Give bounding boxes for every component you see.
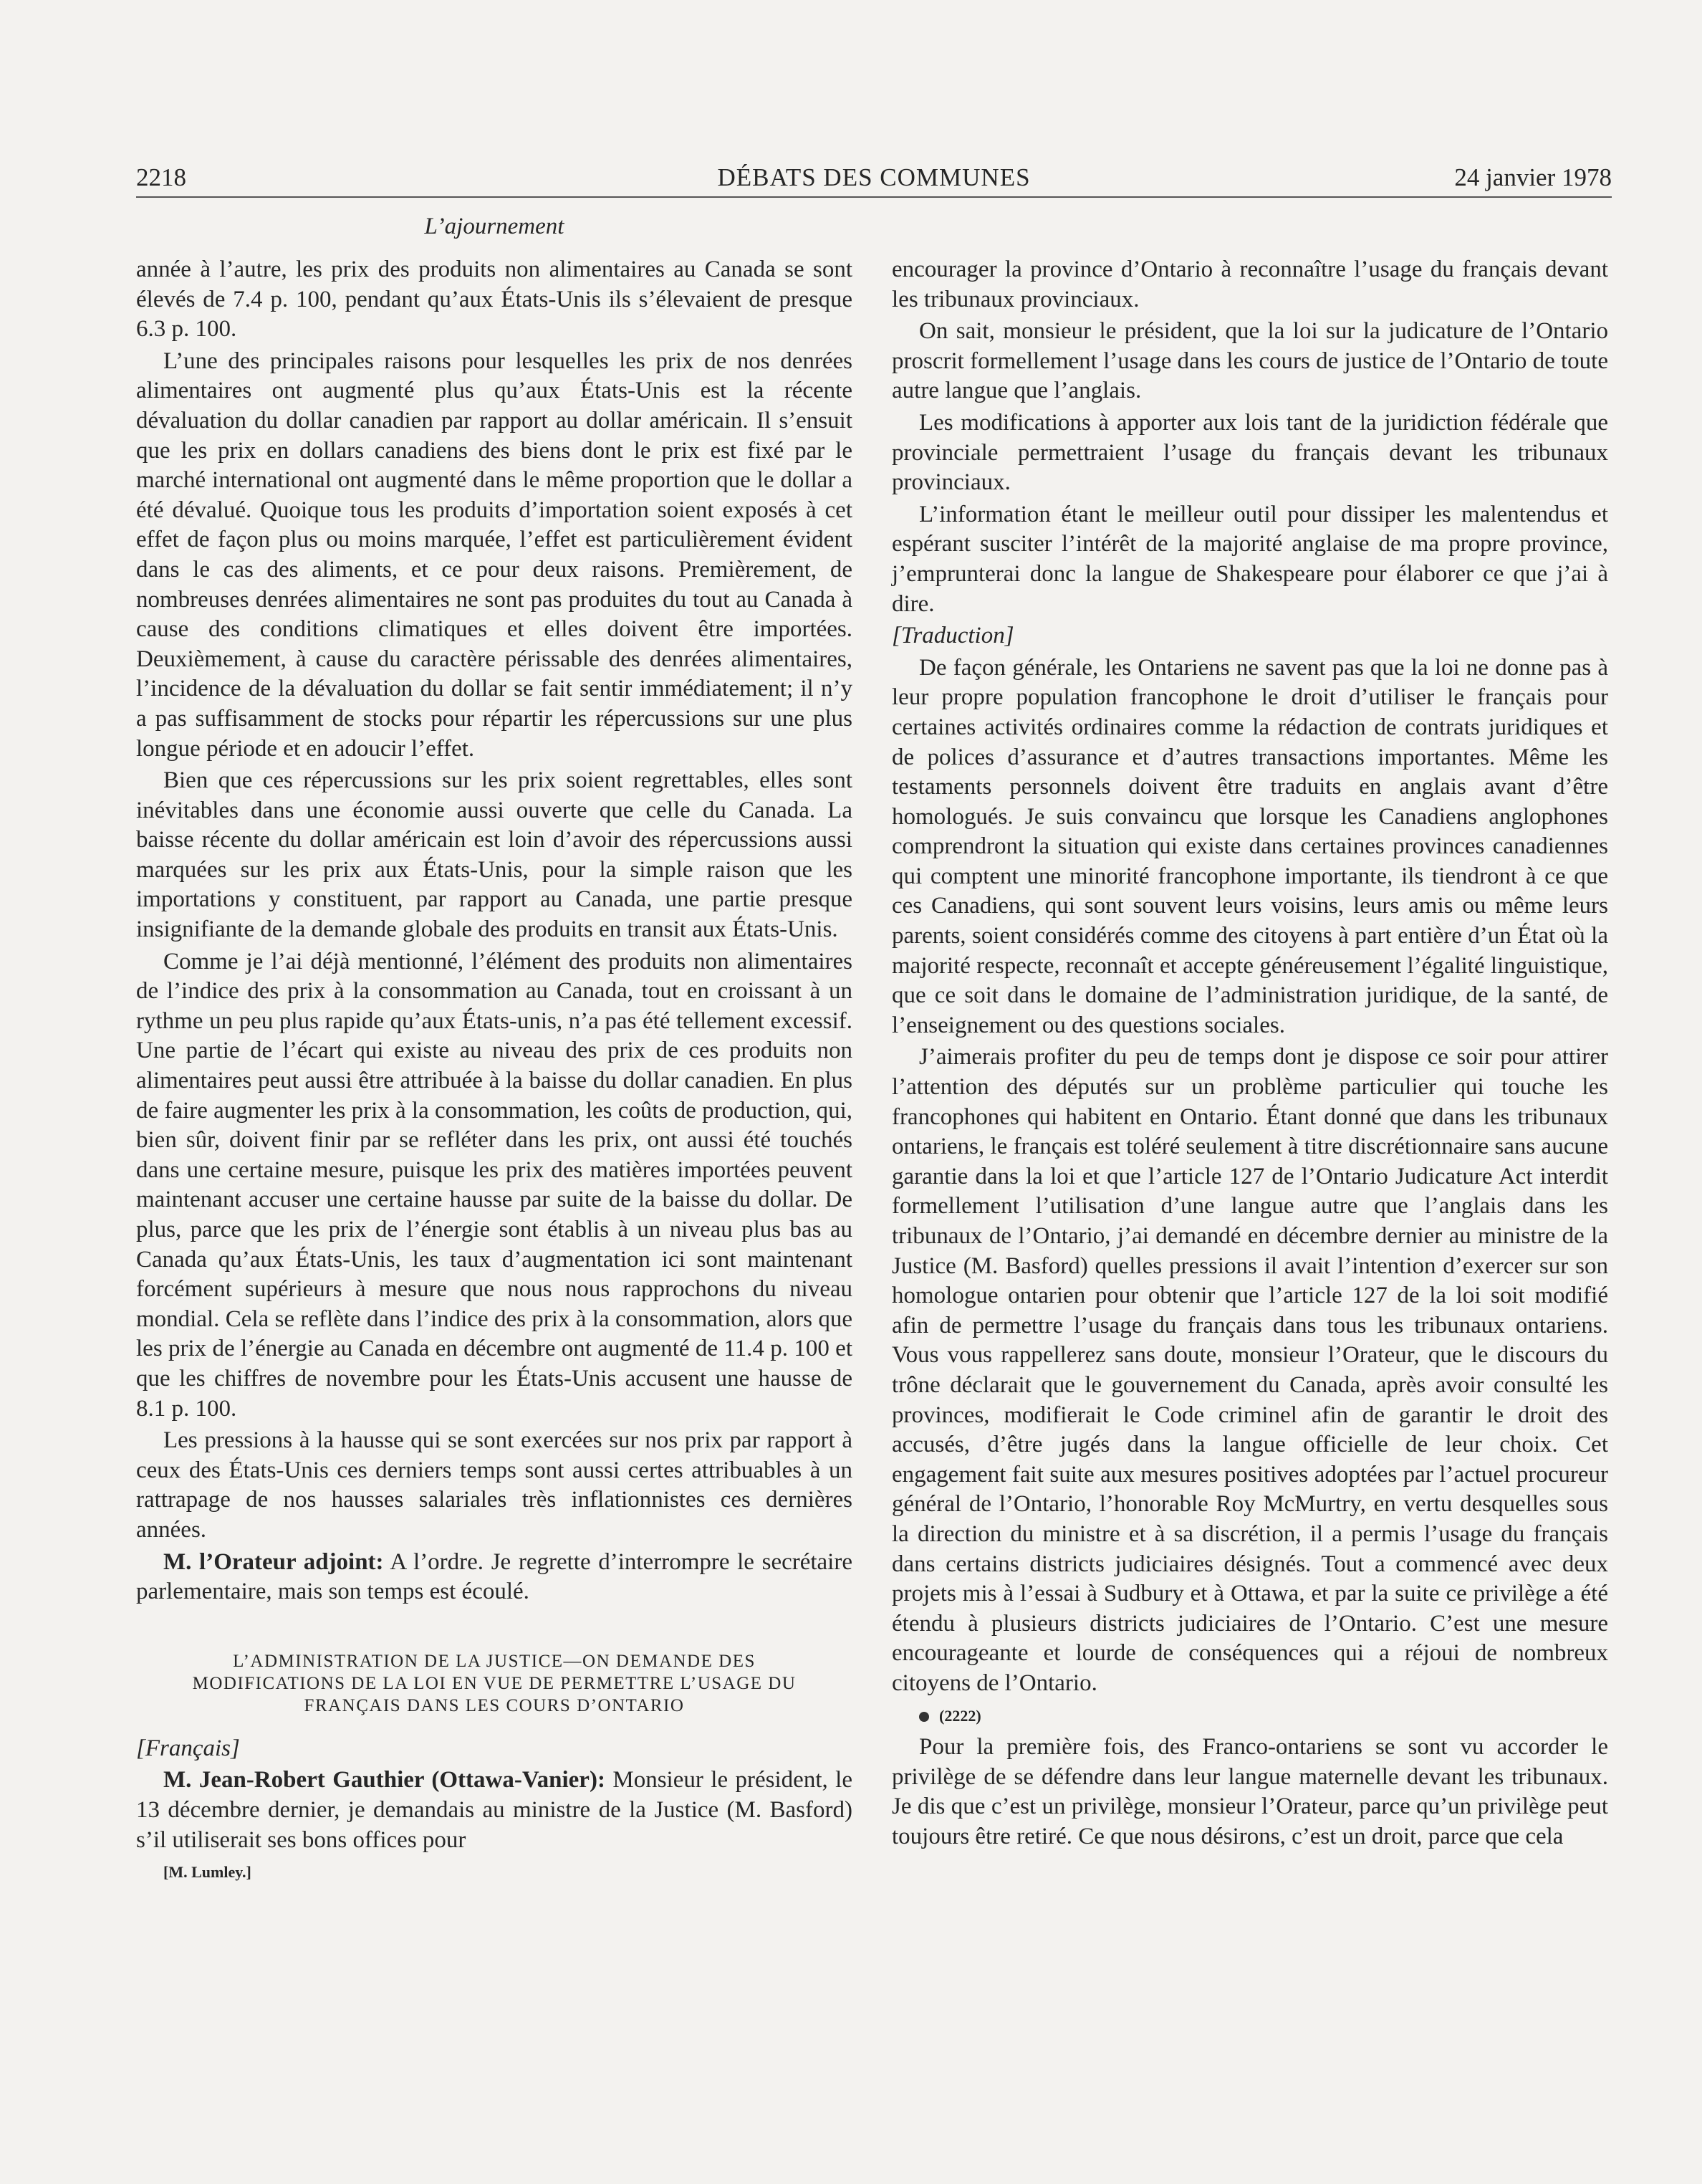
language-note: [Traduction] bbox=[892, 623, 1014, 649]
page-header bbox=[136, 162, 1612, 198]
paragraph: Bien que ces répercussions sur les prix soient regrettables, elles sont inévitables dans une économie aussi ouverte que celle du Canada. La baisse récente du dollar américain est loin d’avoir des répercussions aussi marquées sur les prix aux États-Unis, pour la simple raison que les importations y constituent, par rapport au Canada, une partie presque insignifiante de la demande globale des produits en transit aux États-Unis. bbox=[136, 767, 852, 943]
time-marker bbox=[892, 1701, 1608, 1731]
left-column bbox=[136, 255, 852, 1890]
paragraph: Pour la première fois, des Franco-ontariens se sont vu accorder le privilège de se défendre dans leur langue maternelle devant les tribunaux. Je dis que c’est un privilège, monsieur l’Orateur, parce qu’un privilège peut toujours être retiré. Ce que nous désirons, c’est un droit, parce que cela bbox=[892, 1734, 1608, 1849]
paragraph: L’information étant le meilleur outil pour dissiper les malentendus et espérant susciter l’intérêt de la majorité anglaise de ma propre province, j’emprunterai donc la langue de Shakespeare pour élaborer ce que j’ai à dire. bbox=[892, 501, 1608, 617]
publication-title: DÉBATS DES COMMUNES bbox=[717, 163, 1031, 191]
header-rule bbox=[136, 196, 1612, 198]
speaker-name: M. Jean-Robert Gauthier (Ottawa-Vanier): bbox=[163, 1767, 605, 1793]
right-column bbox=[892, 255, 1608, 1854]
time-marker-text: (2222) bbox=[939, 1706, 981, 1725]
paragraph: L’une des principales raisons pour lesquelles les prix de nos denrées alimentaires ont augmenté plus qu’aux États-Unis est la récente dévaluation du dollar canadien par rapport au dollar américain. Il s’ensuit que les prix en dollars canadiens des biens dont le prix est fixé par le marché international ont augmenté dans le même proportion que le dollar a été dévalué. Quoique tous les produits d’importation soient exposés à cet effet de façon plus ou moins marquée, l’effet est particulièrement évident dans le cas des aliments, et ce pour deux raisons. Premièrement, de nombreuses denrées alimentaires ne sont pas produites du tout au Canada à cause des conditions climatiques et elles doivent être importées. Deuxièmement, à cause du caractère périssable des denrées alimentaires, l’incidence de la dévaluation du dollar se fait sentir immédiatement; il n’y a pas suffisamment de stocks pour répartir les répercussions sur une plus longue période et en adoucir l’effet. bbox=[136, 348, 852, 762]
page-date: 24 janvier 1978 bbox=[1454, 163, 1612, 191]
paragraph: Les modifications à apporter aux lois tant de la juridiction fédérale que provinciale permettraient l’usage du français devant les tribunaux provinciaux. bbox=[892, 409, 1608, 496]
speaker-reference: [M. Lumley.] bbox=[163, 1863, 251, 1882]
language-note: [Français] bbox=[136, 1735, 240, 1761]
paragraph: On sait, monsieur le président, que la loi sur la judicature de l’Ontario proscrit formellement l’usage dans les cours de justice de l’Ontario de toute autre langue que l’anglais. bbox=[892, 318, 1608, 404]
speech-text: Monsieur le président, le 13 décembre dernier, je demandais au ministre de la Justice (M. Basford) s’il utiliserait ses bons offices pour bbox=[136, 1767, 852, 1853]
speaker-name: M. l’Orateur adjoint: bbox=[163, 1548, 384, 1575]
speech-text: A l’ordre. Je regrette d’interrompre le secrétaire parlementaire, mais son temps est écoulé. bbox=[136, 1548, 852, 1605]
paragraph: Les pressions à la hausse qui se sont exercées sur nos prix par rapport à ceux des États-Unis ces derniers temps sont aussi certes attribuables à un rattrapage de nos hausses salariales très inflationnistes ces dernières années. bbox=[136, 1427, 852, 1543]
speech-paragraph bbox=[136, 1548, 852, 1607]
paragraph: Comme je l’ai déjà mentionné, l’élément des produits non alimentaires de l’indice des prix à la consommation au Canada, tout en croissant à un rythme un peu plus rapide qu’aux États-unis, n’a pas été tellement excessif. Une partie de l’écart qui existe au niveau des prix de ces produits non alimentaires peut aussi être attribuée à la baisse du dollar canadien. En plus de faire augmenter les prix à la consommation, les coûts de production, qui, bien sûr, doivent finir par se refléter dans les prix, ont aussi été touchés dans une certaine mesure, puisque les prix des matières importées peuvent maintenant accuser une certaine hausse par suite de la baisse du dollar. De plus, parce que les prix de l’énergie sont établis à un niveau plus bas au Canada qu’aux États-Unis, les taux d’augmentation ici sont maintenant forcément supérieurs à mesure que nous nous rapprochons du niveau mondial. Cela se reflète dans l’indice des prix à la consommation, alors que les prix de l’énergie au Canada en décembre ont augmenté de 11.4 p. 100 et que les chiffres de novembre pour les États-Unis accusent une hausse de 8.1 p. 100. bbox=[136, 948, 852, 1422]
subject-heading: L’ADMINISTRATION DE LA JUSTICE—ON DEMANDE DES MODIFICATIONS DE LA LOI EN VUE DE PERMETTRE L’USAGE DU FRANÇAIS DANS LES COURS D’ONTARIO bbox=[192, 1651, 797, 1715]
paragraph: année à l’autre, les prix des produits non alimentaires au Canada se sont élevés de 7.4 p. 100, pendant qu’aux États-Unis ils s’élevaient de presque 6.3 p. 100. bbox=[136, 257, 852, 343]
bullet-dot-icon bbox=[919, 1712, 929, 1722]
paragraph: De façon générale, les Ontariens ne savent pas que la loi ne donne pas à leur propre population francophone le droit d’utiliser le français pour certaines activités ordinaires comme la rédaction de contrats juridiques et de polices d’assurance et d’autres transactions importantes. Même les testaments personnels doivent être traduits en anglais avant d’être homologués. Je suis convaincu que lorsque les Canadiens anglophones comprendront la situation qui existe dans certaines provinces canadiennes qui comptent une minorité francophone importante, ils tiendront à ce que ces Canadiens, qui sont souvent leurs voisins, leurs amis ou même leurs parents, soient considérés comme des citoyens à part entière d’un État où la majorité respecte, reconnaît et accepte généreusement l’égalité linguistique, que ce soit dans le domaine de l’administration juridique, de la santé, de l’enseignement ou des questions sociales. bbox=[892, 654, 1608, 1038]
page-number: 2218 bbox=[136, 163, 186, 191]
section-heading: L’ajournement bbox=[424, 214, 564, 239]
speech-paragraph bbox=[136, 1766, 852, 1855]
paragraph: encourager la province d’Ontario à reconnaître l’usage du français devant les tribunaux provinciaux. bbox=[892, 257, 1608, 312]
paragraph: J’aimerais profiter du peu de temps dont je dispose ce soir pour attirer l’attention des députés sur un problème particulier qui touche les francophones qui habitent en Ontario. Étant donné que dans les tribunaux ontariens, le français est toléré seulement à titre discrétionnaire sans aucune garantie dans la loi et que l’article 127 de l’Ontario Judicature Act interdit formellement l’utilisation d’une langue autre que l’anglais dans les tribunaux de l’Ontario, j’ai demandé en décembre dernier au ministre de la Justice (M. Basford) quelles pressions il avait l’intention d’exercer sur son homologue ontarien pour obtenir que l’article 127 de la loi soit modifié afin de permettre l’usage du français dans tous les tribunaux ontariens. Vous vous rappellerez sans doute, monsieur l’Orateur, que le discours du trône déclarait que le gouvernement du Canada, après avoir consulté les provinces, modifierait le Code criminel afin de garantir le droit des accusés, d’être jugés dans la langue officielle de leur choix. Cet engagement fait suite aux mesures positives adoptées par l’actuel procureur général de l’Ontario, l’honorable Roy McMurtry, en vertu desquelles sous la direction du ministre et à sa discrétion, il a permis l’usage du français dans certains districts judiciaires désignés. Tout a commencé avec deux projets mis à l’essai à Sudbury et à Ottawa, et par la suite ce privilège a été étendu à plusieurs districts judiciaires de l’Ontario. C’est une mesure encourageante et lourde de conséquences qui a réjoui de nombreux citoyens de l’Ontario. bbox=[892, 1044, 1608, 1696]
